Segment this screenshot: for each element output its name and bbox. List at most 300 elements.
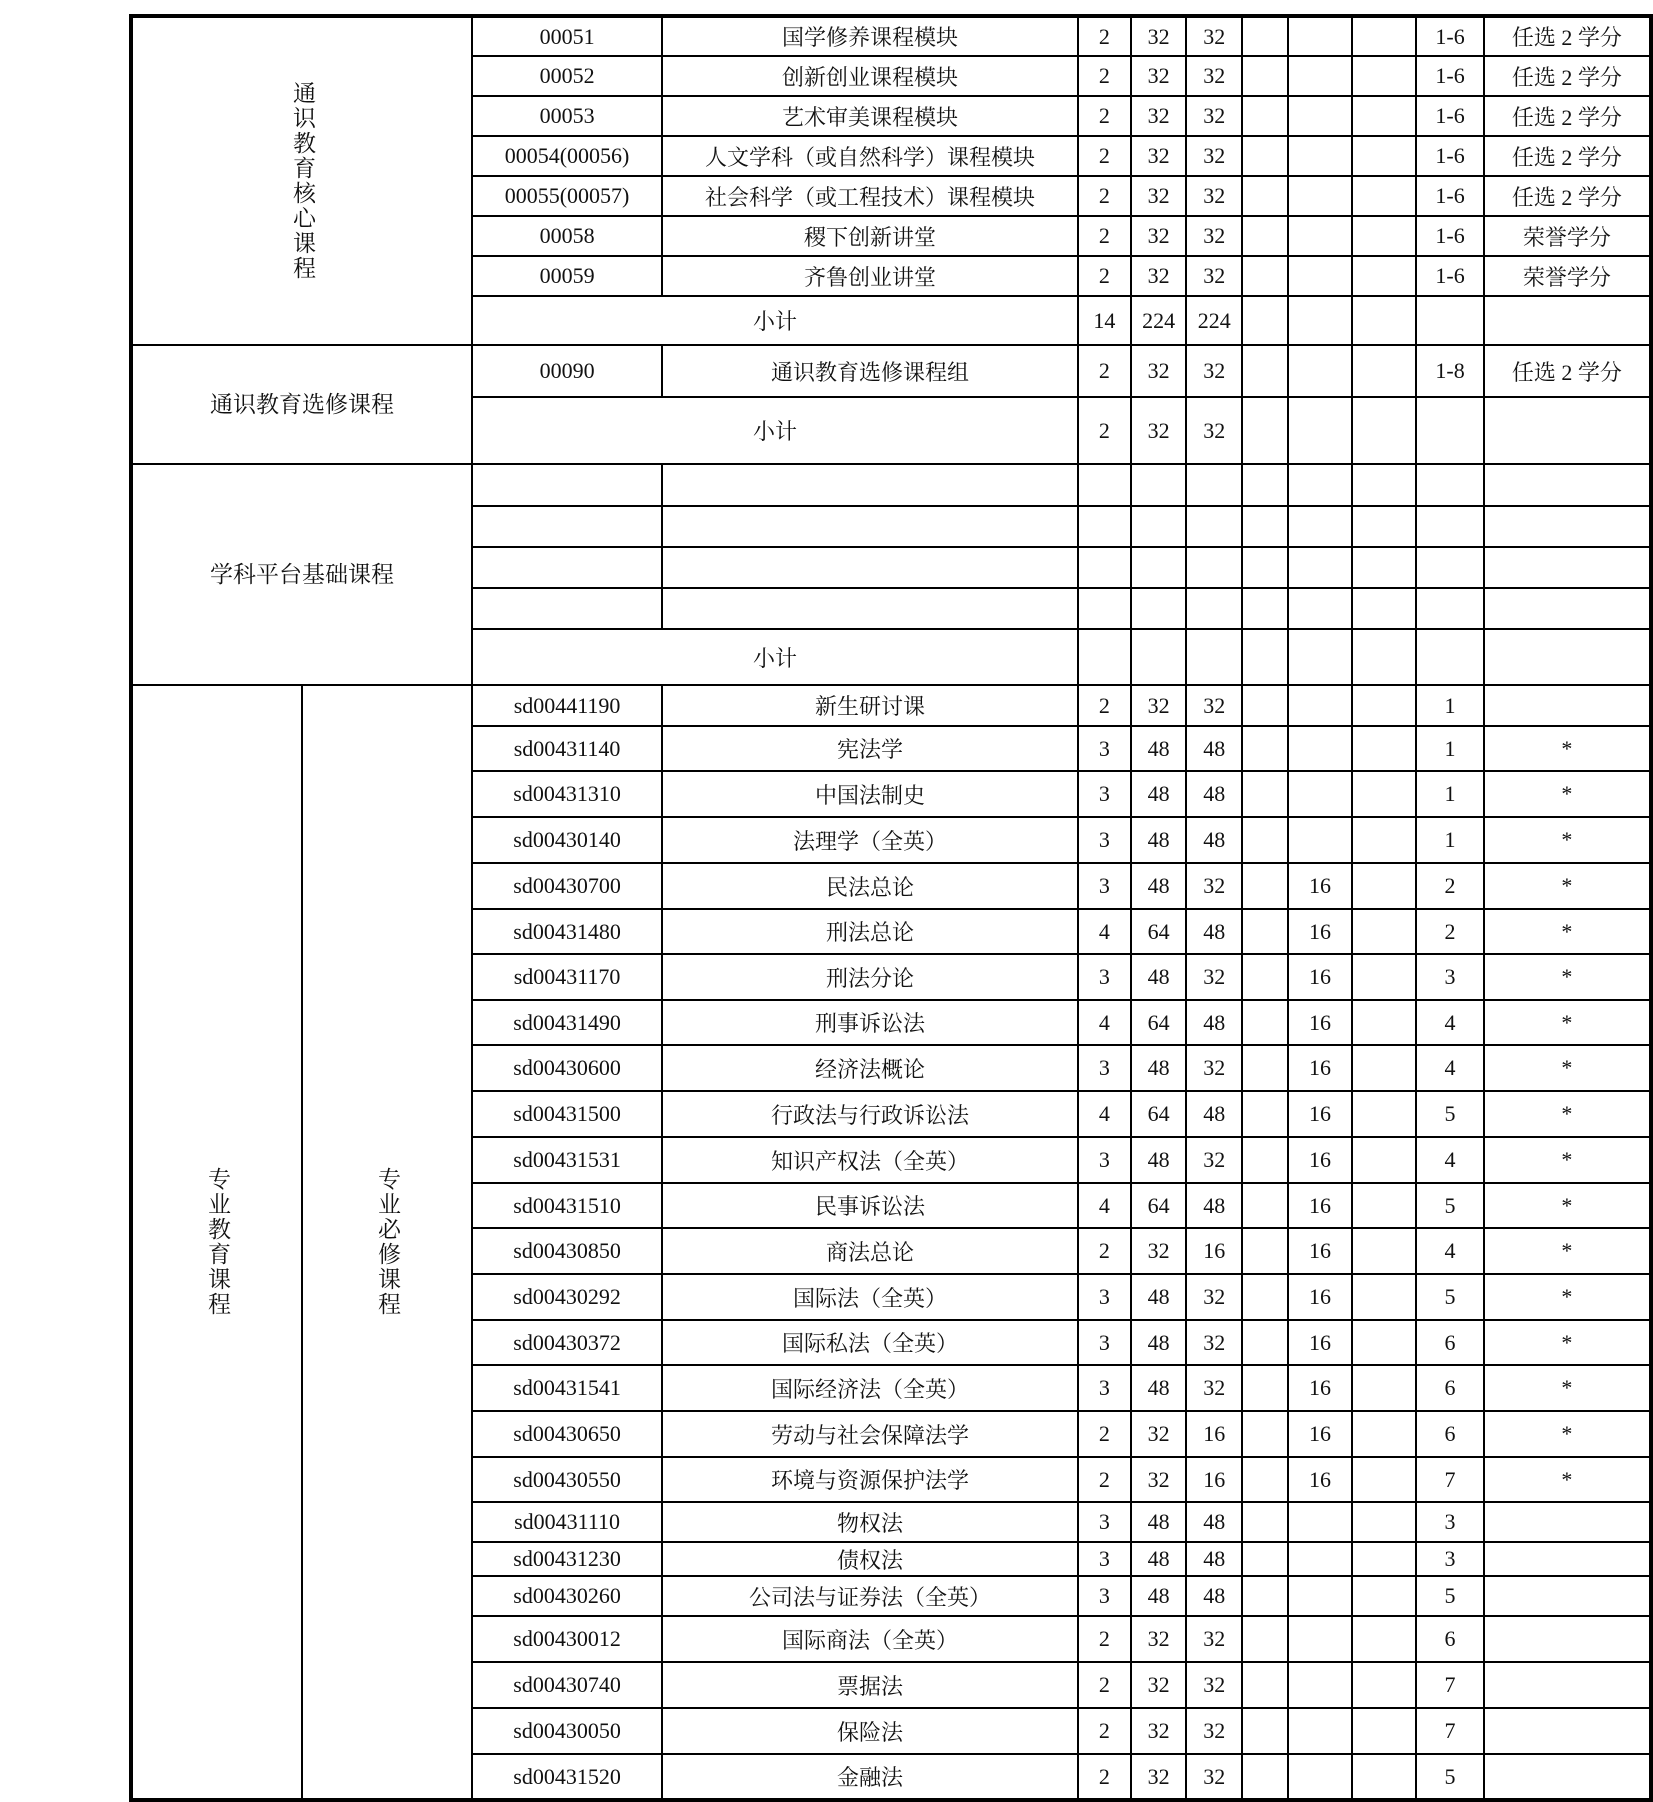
semester: 7 xyxy=(1416,1457,1484,1502)
empty-cell xyxy=(1484,629,1651,685)
lecture-hours: 32 xyxy=(1186,685,1242,726)
empty-cell xyxy=(1352,1754,1416,1800)
credits: 3 xyxy=(1078,1365,1131,1411)
empty-cell xyxy=(1131,629,1187,685)
empty-cell xyxy=(1288,96,1352,136)
credits: 2 xyxy=(1078,176,1131,216)
note xyxy=(1484,1754,1651,1800)
semester: 1-6 xyxy=(1416,176,1484,216)
total-hours: 64 xyxy=(1131,1091,1187,1137)
credits: 2 xyxy=(1078,1457,1131,1502)
course-name: 民法总论 xyxy=(662,863,1078,909)
empty-cell xyxy=(1242,1576,1288,1616)
total-hours: 48 xyxy=(1131,817,1187,863)
table-row xyxy=(131,464,1651,506)
empty-cell xyxy=(1352,1137,1416,1183)
note: 任选 2 学分 xyxy=(1484,16,1651,56)
empty-cell xyxy=(1352,397,1416,464)
empty-cell xyxy=(1242,547,1288,588)
practice-hours xyxy=(1288,1616,1352,1662)
course-name: 知识产权法（全英） xyxy=(662,1137,1078,1183)
empty-cell xyxy=(1288,547,1352,588)
course-code: sd00430260 xyxy=(472,1576,662,1616)
empty-cell xyxy=(1352,909,1416,954)
course-name: 国学修养课程模块 xyxy=(662,16,1078,56)
empty-cell xyxy=(1352,685,1416,726)
lecture-hours: 16 xyxy=(1186,1457,1242,1502)
subtotal-lecture: 32 xyxy=(1186,397,1242,464)
semester: 1-6 xyxy=(1416,56,1484,96)
total-hours: 48 xyxy=(1131,1045,1187,1091)
semester: 4 xyxy=(1416,1228,1484,1274)
empty-cell xyxy=(1288,296,1352,345)
lecture-hours: 48 xyxy=(1186,1091,1242,1137)
semester: 2 xyxy=(1416,863,1484,909)
practice-hours: 16 xyxy=(1288,1091,1352,1137)
empty-cell xyxy=(1242,506,1288,547)
empty-cell xyxy=(1352,726,1416,771)
empty-cell xyxy=(472,588,662,629)
credits: 3 xyxy=(1078,1045,1131,1091)
course-code: 00052 xyxy=(472,56,662,96)
subtotal-label: 小计 xyxy=(472,629,1078,685)
course-code: sd00430700 xyxy=(472,863,662,909)
semester: 1-6 xyxy=(1416,256,1484,296)
empty-cell xyxy=(1078,629,1131,685)
subtotal-lecture: 224 xyxy=(1186,296,1242,345)
section-label-elective: 通识教育选修课程 xyxy=(131,345,472,464)
note: * xyxy=(1484,1320,1651,1365)
semester: 6 xyxy=(1416,1616,1484,1662)
empty-cell xyxy=(1078,547,1131,588)
practice-hours: 16 xyxy=(1288,1228,1352,1274)
empty-cell xyxy=(1242,726,1288,771)
empty-cell xyxy=(662,506,1078,547)
empty-cell xyxy=(1242,909,1288,954)
note xyxy=(1484,1576,1651,1616)
practice-hours: 16 xyxy=(1288,863,1352,909)
credits: 2 xyxy=(1078,16,1131,56)
lecture-hours: 32 xyxy=(1186,56,1242,96)
empty-cell xyxy=(1352,1228,1416,1274)
empty-cell xyxy=(1288,16,1352,56)
total-hours: 48 xyxy=(1131,954,1187,1000)
credits: 3 xyxy=(1078,726,1131,771)
note: 荣誉学分 xyxy=(1484,256,1651,296)
empty-cell xyxy=(1242,216,1288,256)
empty-cell xyxy=(1352,56,1416,96)
subtotal-label: 小计 xyxy=(472,397,1078,464)
note xyxy=(1484,685,1651,726)
semester: 5 xyxy=(1416,1183,1484,1228)
empty-cell xyxy=(1352,345,1416,397)
course-code: sd00431520 xyxy=(472,1754,662,1800)
empty-cell xyxy=(1288,629,1352,685)
empty-cell xyxy=(1242,1662,1288,1708)
note: * xyxy=(1484,1000,1651,1045)
note: * xyxy=(1484,1411,1651,1457)
credits: 3 xyxy=(1078,1274,1131,1320)
semester: 1 xyxy=(1416,771,1484,817)
course-name: 国际商法（全英） xyxy=(662,1616,1078,1662)
empty-cell xyxy=(1242,1616,1288,1662)
total-hours: 64 xyxy=(1131,909,1187,954)
lecture-hours: 16 xyxy=(1186,1411,1242,1457)
empty-cell xyxy=(472,506,662,547)
total-hours: 32 xyxy=(1131,176,1187,216)
empty-cell xyxy=(1352,1616,1416,1662)
total-hours: 48 xyxy=(1131,1365,1187,1411)
total-hours: 64 xyxy=(1131,1183,1187,1228)
total-hours: 48 xyxy=(1131,1137,1187,1183)
course-name: 公司法与证券法（全英） xyxy=(662,1576,1078,1616)
subtotal-credits: 2 xyxy=(1078,397,1131,464)
curriculum-table xyxy=(129,14,1653,1802)
practice-hours: 16 xyxy=(1288,1320,1352,1365)
empty-cell xyxy=(1242,464,1288,506)
note: 荣誉学分 xyxy=(1484,216,1651,256)
note xyxy=(1484,1542,1651,1576)
note xyxy=(1484,1662,1651,1708)
practice-hours: 16 xyxy=(1288,1274,1352,1320)
empty-cell xyxy=(1242,1502,1288,1542)
empty-cell xyxy=(1352,464,1416,506)
empty-cell xyxy=(1352,863,1416,909)
empty-cell xyxy=(1352,1708,1416,1754)
semester: 6 xyxy=(1416,1365,1484,1411)
empty-cell xyxy=(1352,96,1416,136)
total-hours: 32 xyxy=(1131,1457,1187,1502)
note xyxy=(1484,1708,1651,1754)
course-name: 齐鲁创业讲堂 xyxy=(662,256,1078,296)
lecture-hours: 32 xyxy=(1186,1365,1242,1411)
empty-cell xyxy=(1242,1411,1288,1457)
empty-cell xyxy=(1416,397,1484,464)
semester: 2 xyxy=(1416,909,1484,954)
empty-cell xyxy=(1352,1457,1416,1502)
practice-hours: 16 xyxy=(1288,909,1352,954)
lecture-hours: 32 xyxy=(1186,1274,1242,1320)
empty-cell xyxy=(1242,256,1288,296)
section-label-platform: 学科平台基础课程 xyxy=(131,464,472,685)
credits: 2 xyxy=(1078,56,1131,96)
credits: 2 xyxy=(1078,1228,1131,1274)
empty-cell xyxy=(1131,588,1187,629)
lecture-hours: 16 xyxy=(1186,1228,1242,1274)
empty-cell xyxy=(1352,1662,1416,1708)
lecture-hours: 48 xyxy=(1186,1542,1242,1576)
course-name: 创新创业课程模块 xyxy=(662,56,1078,96)
course-name: 行政法与行政诉讼法 xyxy=(662,1091,1078,1137)
empty-cell xyxy=(1242,1183,1288,1228)
total-hours: 32 xyxy=(1131,1616,1187,1662)
course-name: 艺术审美课程模块 xyxy=(662,96,1078,136)
total-hours: 48 xyxy=(1131,1576,1187,1616)
note: * xyxy=(1484,726,1651,771)
empty-cell xyxy=(1352,256,1416,296)
lecture-hours: 32 xyxy=(1186,256,1242,296)
practice-hours: 16 xyxy=(1288,1183,1352,1228)
lecture-hours: 48 xyxy=(1186,1502,1242,1542)
credits: 2 xyxy=(1078,1616,1131,1662)
semester: 1-6 xyxy=(1416,16,1484,56)
total-hours: 32 xyxy=(1131,56,1187,96)
credits: 3 xyxy=(1078,1502,1131,1542)
credits: 4 xyxy=(1078,909,1131,954)
practice-hours xyxy=(1288,685,1352,726)
lecture-hours: 32 xyxy=(1186,345,1242,397)
empty-cell xyxy=(1416,629,1484,685)
empty-cell xyxy=(1416,464,1484,506)
empty-cell xyxy=(1242,345,1288,397)
empty-cell xyxy=(662,464,1078,506)
practice-hours: 16 xyxy=(1288,1000,1352,1045)
empty-cell xyxy=(1242,176,1288,216)
empty-cell xyxy=(1352,1091,1416,1137)
empty-cell xyxy=(1352,547,1416,588)
total-hours: 32 xyxy=(1131,216,1187,256)
empty-cell xyxy=(1352,1365,1416,1411)
course-code: sd00431490 xyxy=(472,1000,662,1045)
empty-cell xyxy=(1186,629,1242,685)
empty-cell xyxy=(1352,954,1416,1000)
practice-hours: 16 xyxy=(1288,954,1352,1000)
empty-cell xyxy=(1242,136,1288,176)
note: * xyxy=(1484,1137,1651,1183)
course-name: 宪法学 xyxy=(662,726,1078,771)
course-name: 票据法 xyxy=(662,1662,1078,1708)
empty-cell xyxy=(1186,506,1242,547)
lecture-hours: 32 xyxy=(1186,1754,1242,1800)
credits: 3 xyxy=(1078,1320,1131,1365)
lecture-hours: 48 xyxy=(1186,726,1242,771)
total-hours: 32 xyxy=(1131,96,1187,136)
note: * xyxy=(1484,1091,1651,1137)
empty-cell xyxy=(1242,954,1288,1000)
practice-hours xyxy=(1288,771,1352,817)
empty-cell xyxy=(1288,136,1352,176)
semester: 4 xyxy=(1416,1137,1484,1183)
practice-hours xyxy=(1288,1576,1352,1616)
course-code: 00059 xyxy=(472,256,662,296)
course-code: sd00441190 xyxy=(472,685,662,726)
empty-cell xyxy=(1242,1137,1288,1183)
empty-cell xyxy=(1352,1320,1416,1365)
total-hours: 64 xyxy=(1131,1000,1187,1045)
practice-hours xyxy=(1288,1754,1352,1800)
course-code: 00055(00057) xyxy=(472,176,662,216)
practice-hours: 16 xyxy=(1288,1365,1352,1411)
empty-cell xyxy=(1352,1411,1416,1457)
course-code: sd00430140 xyxy=(472,817,662,863)
empty-cell xyxy=(1242,96,1288,136)
empty-cell xyxy=(1288,256,1352,296)
course-name: 国际法（全英） xyxy=(662,1274,1078,1320)
semester: 3 xyxy=(1416,1502,1484,1542)
course-code: sd00431531 xyxy=(472,1137,662,1183)
practice-hours xyxy=(1288,726,1352,771)
credits: 2 xyxy=(1078,96,1131,136)
course-name: 金融法 xyxy=(662,1754,1078,1800)
note: * xyxy=(1484,1365,1651,1411)
empty-cell xyxy=(1352,817,1416,863)
empty-cell xyxy=(1484,547,1651,588)
empty-cell xyxy=(1242,588,1288,629)
total-hours: 48 xyxy=(1131,771,1187,817)
credits: 3 xyxy=(1078,1137,1131,1183)
empty-cell xyxy=(1288,216,1352,256)
note: 任选 2 学分 xyxy=(1484,176,1651,216)
lecture-hours: 32 xyxy=(1186,1708,1242,1754)
lecture-hours: 32 xyxy=(1186,176,1242,216)
empty-cell xyxy=(1352,216,1416,256)
empty-cell xyxy=(1242,1045,1288,1091)
course-code: sd00431140 xyxy=(472,726,662,771)
semester: 5 xyxy=(1416,1274,1484,1320)
total-hours: 48 xyxy=(1131,1274,1187,1320)
lecture-hours: 48 xyxy=(1186,909,1242,954)
course-code: sd00430650 xyxy=(472,1411,662,1457)
course-code: sd00431500 xyxy=(472,1091,662,1137)
semester: 3 xyxy=(1416,1542,1484,1576)
note: 任选 2 学分 xyxy=(1484,96,1651,136)
empty-cell xyxy=(1416,547,1484,588)
empty-cell xyxy=(1242,771,1288,817)
credits: 2 xyxy=(1078,1754,1131,1800)
course-name: 保险法 xyxy=(662,1708,1078,1754)
credits: 2 xyxy=(1078,1708,1131,1754)
practice-hours xyxy=(1288,1542,1352,1576)
total-hours: 32 xyxy=(1131,1708,1187,1754)
lecture-hours: 32 xyxy=(1186,16,1242,56)
semester: 7 xyxy=(1416,1662,1484,1708)
subtotal-hours: 32 xyxy=(1131,397,1187,464)
credits: 2 xyxy=(1078,256,1131,296)
semester: 1 xyxy=(1416,726,1484,771)
empty-cell xyxy=(1242,296,1288,345)
course-code: sd00430740 xyxy=(472,1662,662,1708)
empty-cell xyxy=(1186,588,1242,629)
empty-cell xyxy=(1186,464,1242,506)
lecture-hours: 32 xyxy=(1186,1045,1242,1091)
course-code: sd00431541 xyxy=(472,1365,662,1411)
empty-cell xyxy=(1352,771,1416,817)
total-hours: 32 xyxy=(1131,1754,1187,1800)
empty-cell xyxy=(1352,629,1416,685)
empty-cell xyxy=(1242,56,1288,96)
note: * xyxy=(1484,909,1651,954)
empty-cell xyxy=(662,588,1078,629)
total-hours: 48 xyxy=(1131,726,1187,771)
semester: 3 xyxy=(1416,954,1484,1000)
empty-cell xyxy=(1242,1274,1288,1320)
course-code: sd00431230 xyxy=(472,1542,662,1576)
course-code: sd00430012 xyxy=(472,1616,662,1662)
semester: 6 xyxy=(1416,1320,1484,1365)
empty-cell xyxy=(1078,464,1131,506)
practice-hours: 16 xyxy=(1288,1137,1352,1183)
note xyxy=(1484,1616,1651,1662)
empty-cell xyxy=(1416,588,1484,629)
course-name: 刑法总论 xyxy=(662,909,1078,954)
credits: 3 xyxy=(1078,1576,1131,1616)
course-name: 环境与资源保护法学 xyxy=(662,1457,1078,1502)
semester: 1 xyxy=(1416,817,1484,863)
practice-hours xyxy=(1288,1708,1352,1754)
lecture-hours: 32 xyxy=(1186,1662,1242,1708)
empty-cell xyxy=(1242,397,1288,464)
empty-cell xyxy=(1242,1320,1288,1365)
total-hours: 32 xyxy=(1131,1662,1187,1708)
semester: 1-8 xyxy=(1416,345,1484,397)
total-hours: 32 xyxy=(1131,256,1187,296)
empty-cell xyxy=(1242,863,1288,909)
total-hours: 48 xyxy=(1131,1502,1187,1542)
credits: 4 xyxy=(1078,1183,1131,1228)
note: * xyxy=(1484,771,1651,817)
note: * xyxy=(1484,1183,1651,1228)
empty-cell xyxy=(1288,345,1352,397)
empty-cell xyxy=(1242,1457,1288,1502)
lecture-hours: 32 xyxy=(1186,1137,1242,1183)
total-hours: 32 xyxy=(1131,1411,1187,1457)
note: 任选 2 学分 xyxy=(1484,56,1651,96)
empty-cell xyxy=(1484,464,1651,506)
credits: 2 xyxy=(1078,216,1131,256)
course-name: 刑法分论 xyxy=(662,954,1078,1000)
empty-cell xyxy=(1484,588,1651,629)
semester: 5 xyxy=(1416,1091,1484,1137)
lecture-hours: 32 xyxy=(1186,216,1242,256)
semester: 6 xyxy=(1416,1411,1484,1457)
empty-cell xyxy=(1131,464,1187,506)
empty-cell xyxy=(1242,1091,1288,1137)
credits: 3 xyxy=(1078,771,1131,817)
course-name: 商法总论 xyxy=(662,1228,1078,1274)
table-row xyxy=(131,16,1651,56)
note: * xyxy=(1484,1228,1651,1274)
empty-cell xyxy=(1242,1228,1288,1274)
note: 任选 2 学分 xyxy=(1484,345,1651,397)
semester: 1-6 xyxy=(1416,216,1484,256)
empty-cell xyxy=(1078,506,1131,547)
semester: 4 xyxy=(1416,1000,1484,1045)
course-code: sd00431510 xyxy=(472,1183,662,1228)
empty-cell xyxy=(1242,629,1288,685)
lecture-hours: 32 xyxy=(1186,1320,1242,1365)
empty-cell xyxy=(1416,506,1484,547)
course-name: 新生研讨课 xyxy=(662,685,1078,726)
course-code: sd00430600 xyxy=(472,1045,662,1091)
note: * xyxy=(1484,1274,1651,1320)
empty-cell xyxy=(1352,1274,1416,1320)
course-code: sd00431110 xyxy=(472,1502,662,1542)
course-code: 00053 xyxy=(472,96,662,136)
empty-cell xyxy=(1242,1754,1288,1800)
subtotal-hours: 224 xyxy=(1131,296,1187,345)
empty-cell xyxy=(1242,1708,1288,1754)
total-hours: 32 xyxy=(1131,16,1187,56)
course-code: sd00431480 xyxy=(472,909,662,954)
empty-cell xyxy=(1484,506,1651,547)
empty-cell xyxy=(1484,296,1651,345)
course-name: 国际经济法（全英） xyxy=(662,1365,1078,1411)
empty-cell xyxy=(1352,1576,1416,1616)
total-hours: 32 xyxy=(1131,685,1187,726)
lecture-hours: 32 xyxy=(1186,136,1242,176)
empty-cell xyxy=(1242,817,1288,863)
course-name: 物权法 xyxy=(662,1502,1078,1542)
